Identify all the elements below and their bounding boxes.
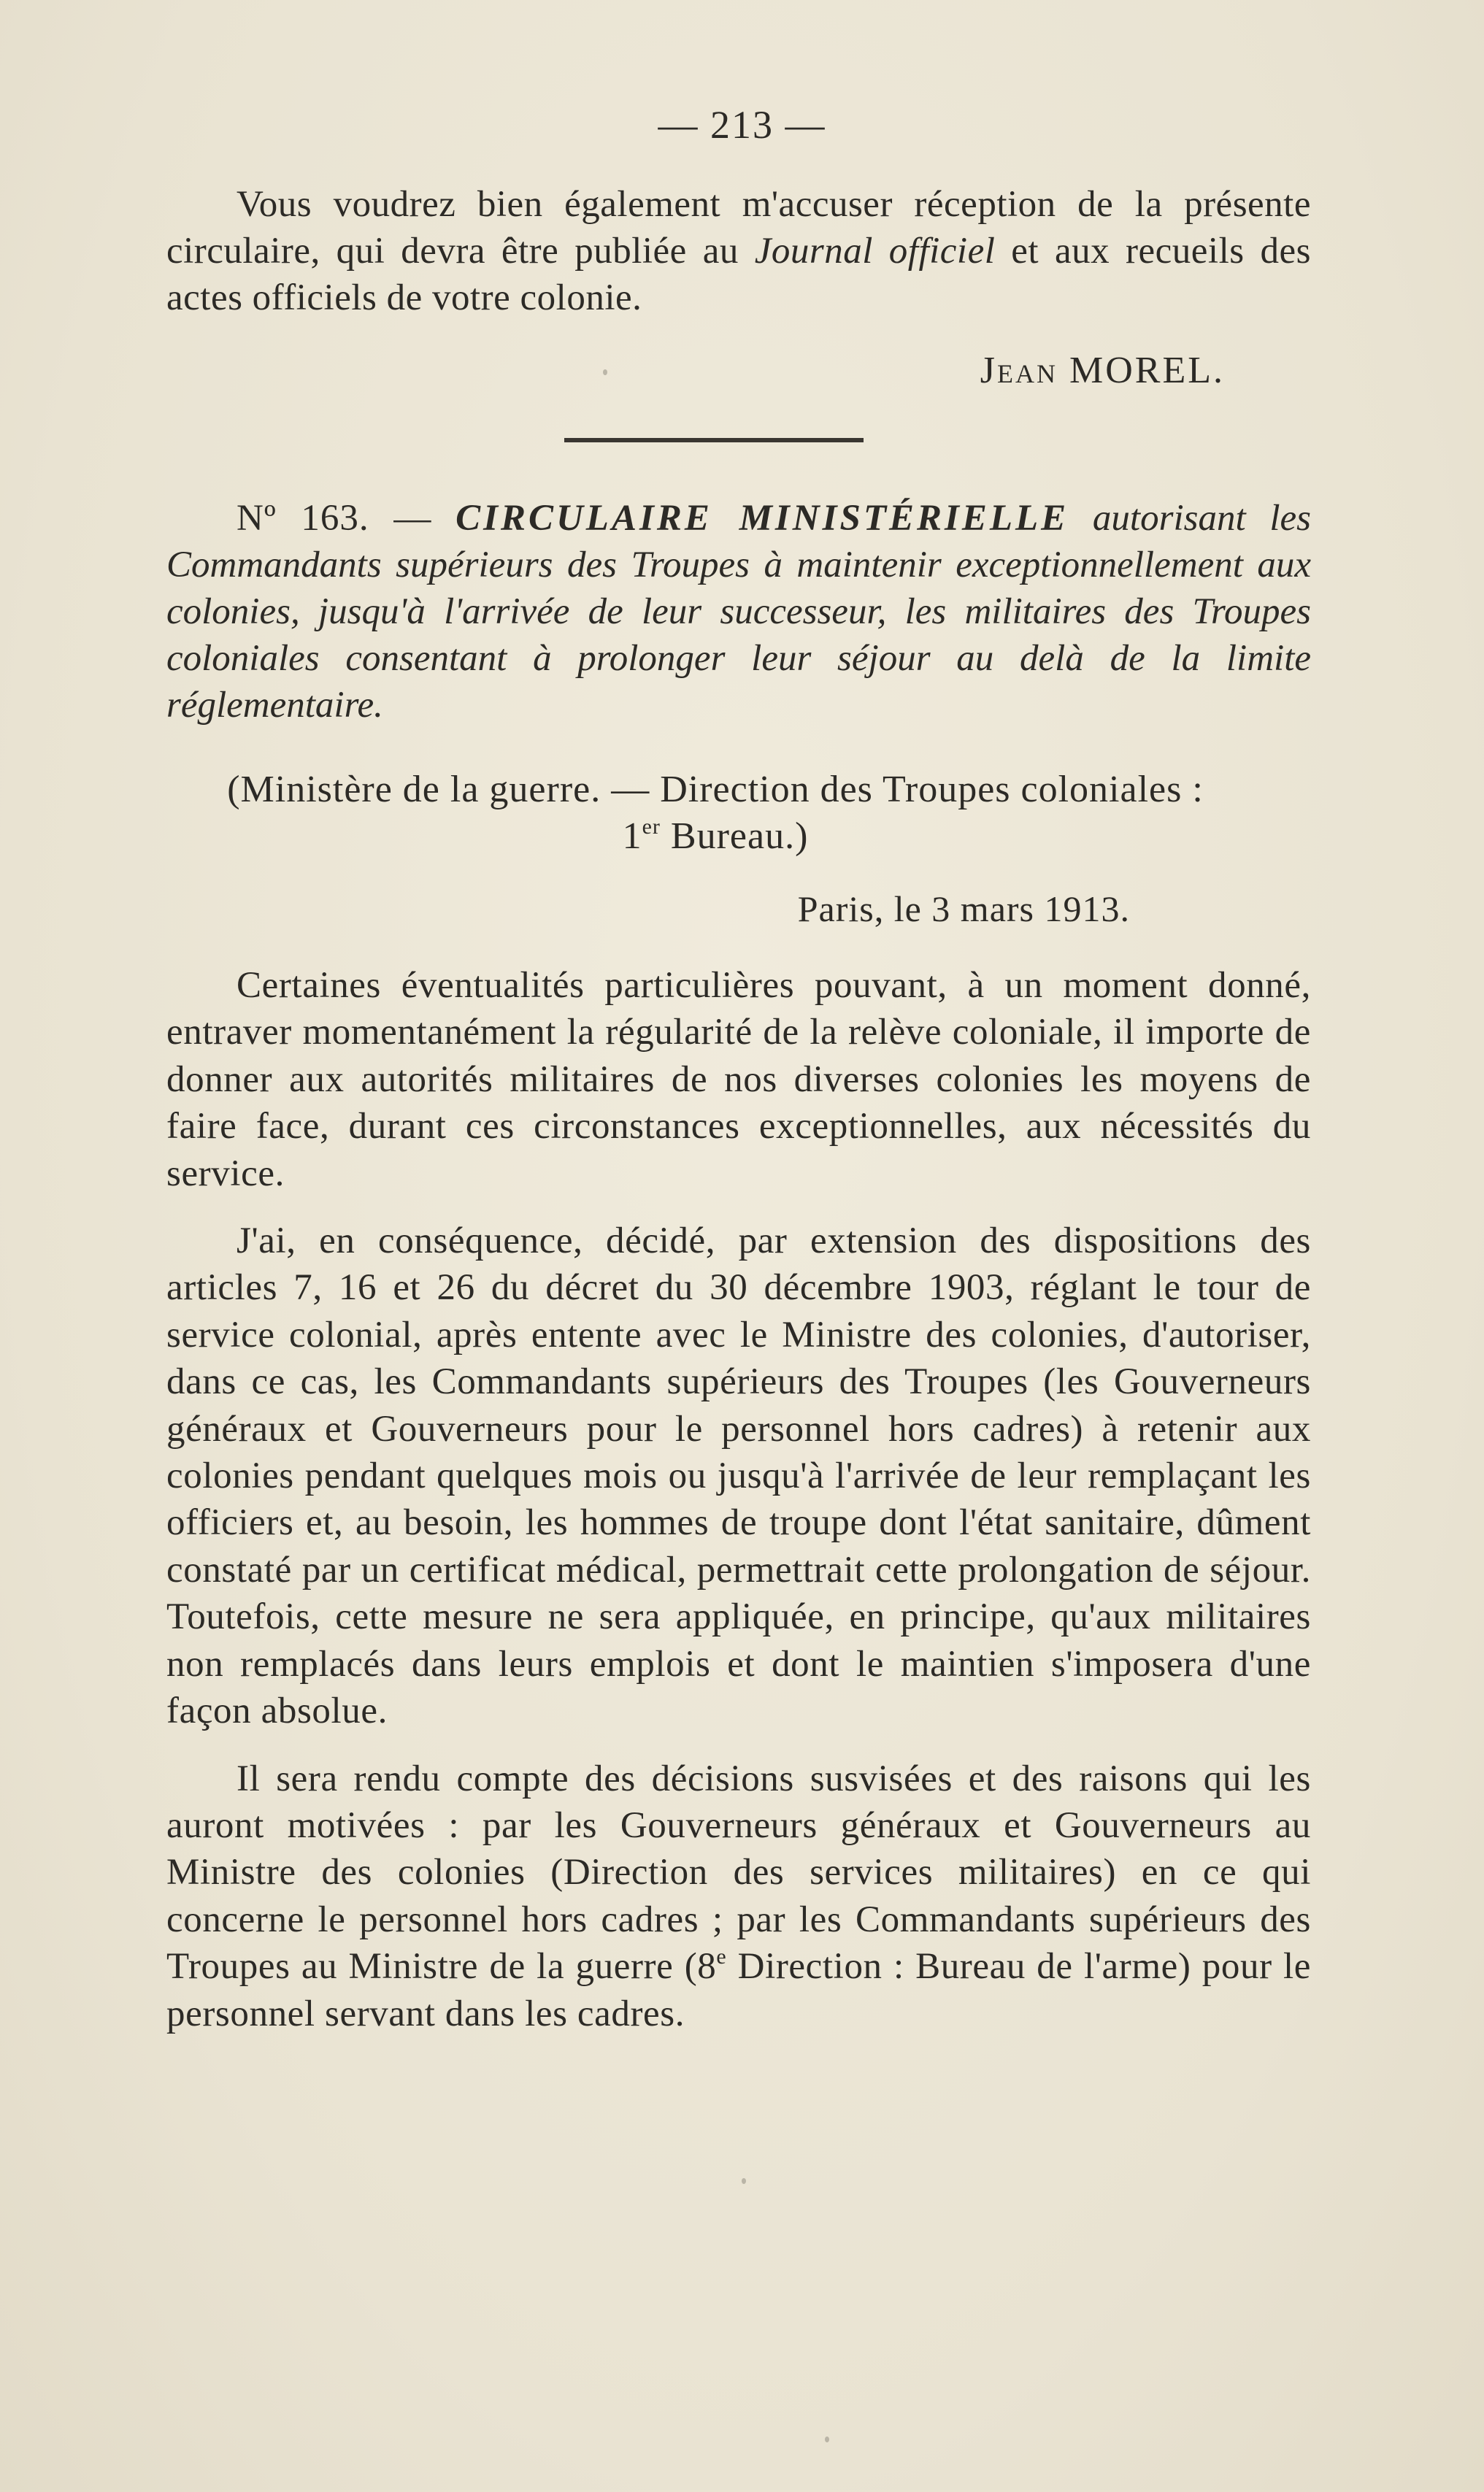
section-divider [564, 438, 864, 442]
page-number: — 213 — [658, 103, 826, 147]
ministry-line-2: 1er Bureau.) [622, 815, 809, 857]
circular-heading [166, 495, 1311, 728]
body-paragraph-3: Il sera rendu compte des décisions susvisées et des raisons qui les auront motivées : par les Gouverneurs généraux et Gouverneurs au Ministre des colonies (Direction des services militaires) en ce qui concerne le personnel hors cadres ; par les Commandants supérieurs des Troupes au Ministre de la guerre (8e Direction : Bureau de l'arme) pour le personnel servant dans les cadres. [166, 1758, 1312, 2034]
dateline: Paris, le 3 mars 1913. [797, 888, 1130, 929]
paper-speck [742, 2178, 746, 2184]
body-paragraph-1: Certaines éventualités particulières pouvant, à un moment donné, entraver momentanément la régularité de la relève coloniale, il importe de donner aux autorités militaires de nos diverses colonies les moyens de faire face, durant ces circonstances exceptionnelles, aux nécessités du service. [166, 965, 1311, 1194]
intro-paragraph [166, 181, 1311, 321]
paper-speck [603, 369, 607, 375]
circular-title-rest: autorisant les Commandants supérieurs des Troupes à maintenir exceptionnellement aux colonies, jusqu'à l'arrivée de leur successeur, les militaires des Troupes coloniales consentant à prolonger leur séjour au delà de la limite réglementaire. [166, 498, 1312, 726]
signature: Jean MOREL. [980, 350, 1225, 391]
intro-text-end: et aux recueils des actes officiels de votre colonie. [166, 231, 1311, 318]
intro-text-start: Vous voudrez bien également m'accuser réception de la présente circulaire, qui devra être publiée au [166, 184, 1311, 272]
circular-body [166, 962, 1311, 2058]
circular-number: Nº 163. — [237, 498, 432, 539]
circular-title-caps: CIRCULAIRE MINISTÉRIELLE [455, 498, 1069, 539]
paper-speck [825, 2437, 829, 2442]
body-paragraph-2: J'ai, en conséquence, décidé, par extension des dispositions des articles 7, 16 et 26 du décret du 30 décembre 1903, réglant le tour de service colonial, après entente avec le Ministre des colonies, d'autoriser, dans ce cas, les Commandants supérieurs des Troupes (les Gouverneurs généraux et Gouverneurs pour le personnel hors cadres) à retenir aux colonies pendant quelques mois ou jusqu'à l'arrivée de leur remplaçant les officiers et, au besoin, les hommes de troupe dont l'état sanitaire, dûment constaté par un certificat médical, permettrait cette prolongation de séjour. Toutefois, cette mesure ne sera appliquée, en principe, qu'aux militaires non remplacés dans leurs emplois et dont le maintien s'imposera d'une façon absolue. [166, 1220, 1311, 1732]
ministry-line [117, 766, 1314, 860]
journal-officiel-italic: Journal officiel [754, 231, 996, 272]
ministry-line-1: (Ministère de la guerre. — Direction des Troupes coloniales : [227, 769, 1204, 810]
